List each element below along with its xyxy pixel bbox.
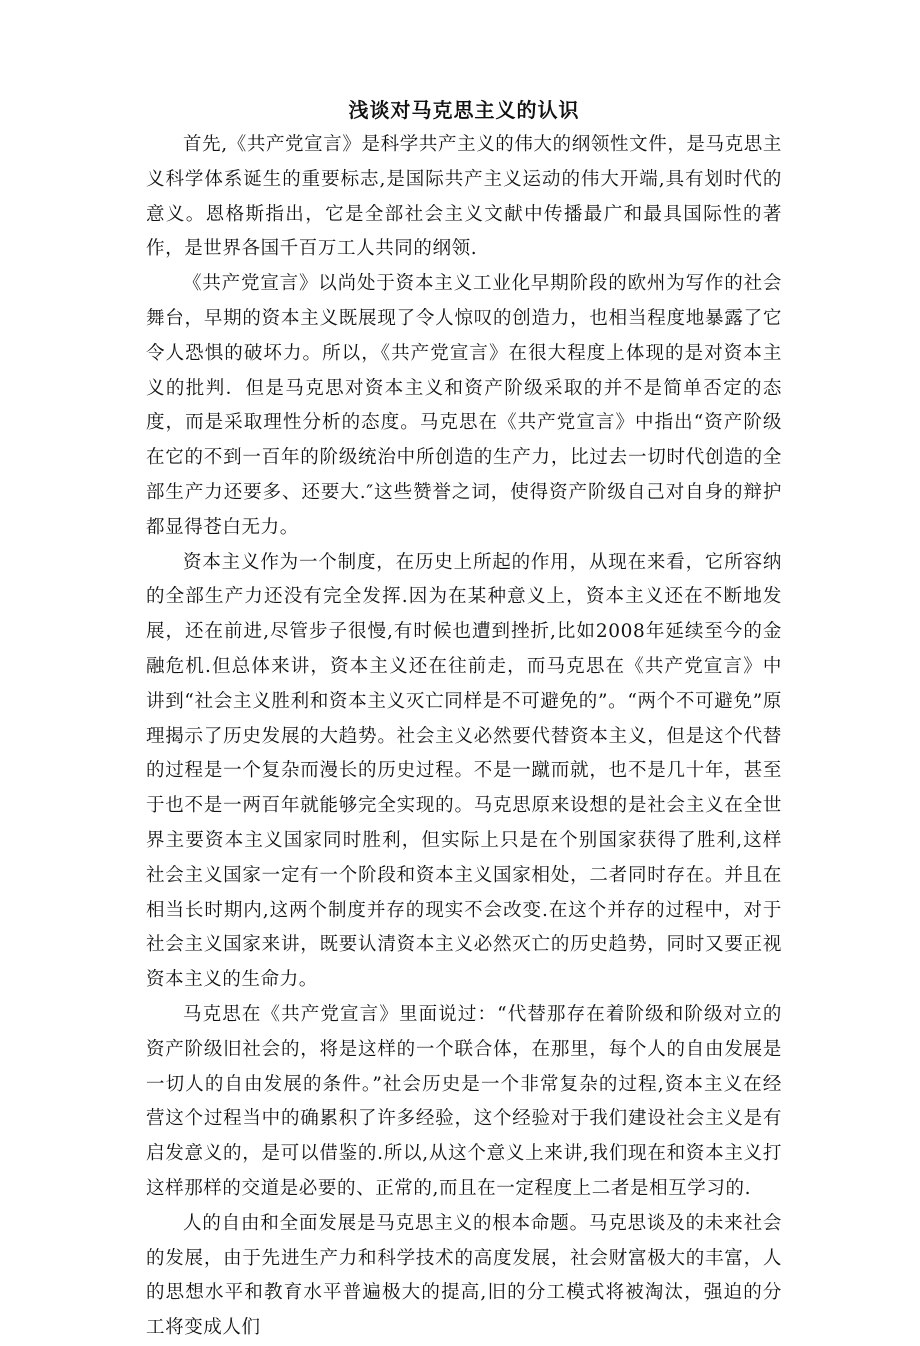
paragraph-4: 马克思在《共产党宣言》里面说过：“代替那存在着阶级和阶级对立的资产阶级旧社会的，将是这样的一个联合体，在那里，每个人的自由发展是一切人的自由发展的条件。”社会历史是一个非常复杂的过程,资本主义在经营这个过程当中的确累积了许多经验，这个经验对于我们建设社会主义是有启发意义的，是可以借鉴的.所以,从这个意义上来讲,我们现在和资本主义打这样那样的交道是必要的、正常的,而且在一定程度上二者是相互学习的. [146, 1003, 782, 1199]
document-page [146, 92, 782, 1346]
document-title: 浅谈对马克思主义的认识 [348, 98, 580, 122]
paragraph-3: 资本主义作为一个制度，在历史上所起的作用，从现在来看，它所容纳的全部生产力还没有完全发挥.因为在某种意义上，资本主义还在不断地发展，还在前进,尽管步子很慢,有时候也遭到挫折,比如2008年延续至今的金融危机.但总体来讲，资本主义还在往前走，而马克思在《共产党宣言》中讲到“社会主义胜利和资本主义灭亡同样是不可避免的”。“两个不可避免”原理揭示了历史发展的大趋势。社会主义必然要代替资本主义，但是这个代替的过程是一个复杂而漫长的历史过程。不是一蹴而就，也不是几十年，甚至于也不是一两百年就能够完全实现的。马克思原来设想的是社会主义在全世界主要资本主义国家同时胜利，但实际上只是在个别国家获得了胜利,这样社会主义国家一定有一个阶段和资本主义国家相处，二者同时存在。并且在相当长时期内,这两个制度并存的现实不会改变.在这个并存的过程中，对于社会主义国家来讲，既要认清资本主义必然灭亡的历史趋势，同时又要正视资本主义的生命力。 [146, 551, 782, 991]
paragraph-2: 《共产党宣言》以尚处于资本主义工业化早期阶段的欧州为写作的社会舞台，早期的资本主义既展现了令人惊叹的创造力，也相当程度地暴露了它令人恐惧的破坏力。所以，《共产党宣言》在很大程度上体现的是对资本主义的批判．但是马克思对资本主义和资产阶级采取的并不是简单否定的态度，而是采取理性分析的态度。马克思在《共产党宣言》中指出“资产阶级在它的不到一百年的阶级统治中所创造的生产力，比过去一切时代创造的全部生产力还要多、还要大.″这些赞誉之词，使得资产阶级自己对自身的辩护都显得苍白无力。 [146, 273, 782, 538]
paragraph-1: 首先,《共产党宣言》是科学共产主义的伟大的纲领性文件，是马克思主义科学体系诞生的重要标志,是国际共产主义运动的伟大开端,具有划时代的意义。恩格斯指出，它是全部社会主义文献中传播最广和最具国际性的著作，是世界各国千百万工人共同的纲领. [146, 134, 782, 260]
paragraph-5: 人的自由和全面发展是马克思主义的根本命题。马克思谈及的未来社会的发展，由于先进生产力和科学技术的高度发展，社会财富极大的丰富，人的思想水平和教育水平普遍极大的提高,旧的分工模式将被淘汰，强迫的分工将变成人们 [146, 1212, 782, 1339]
